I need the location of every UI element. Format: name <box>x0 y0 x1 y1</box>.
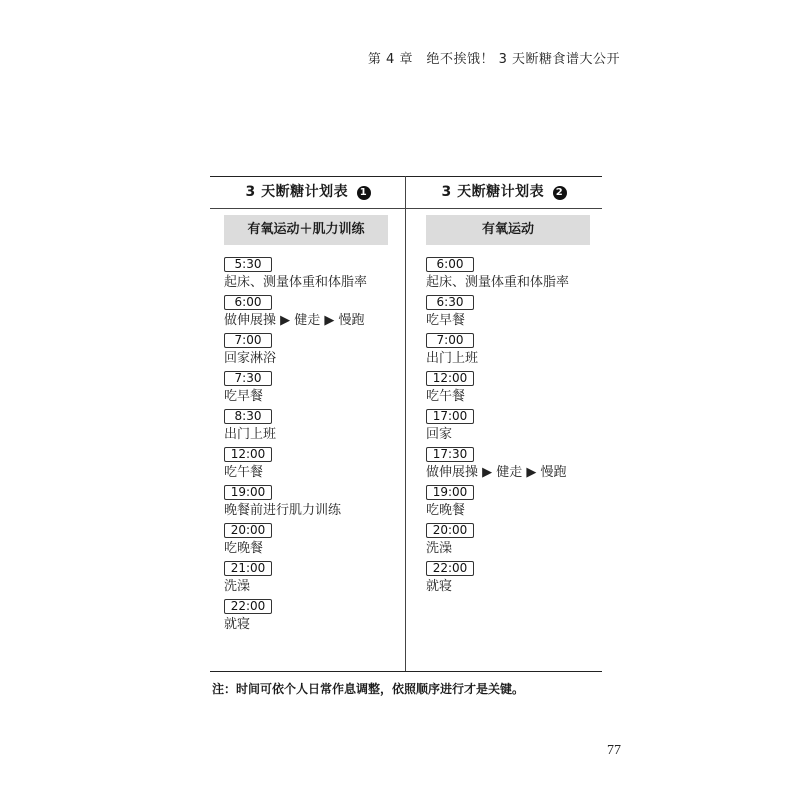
plan-title-text: 3 天断糖计划表 <box>441 184 545 200</box>
schedule-entry <box>224 485 406 523</box>
plan-subtitle: 有氧运动 <box>426 215 590 245</box>
table-bottom-rule <box>210 671 602 672</box>
schedule-list <box>406 257 602 599</box>
activity-text: 吃晚餐 <box>426 503 466 518</box>
time-box: 20:00 <box>426 523 474 538</box>
schedule-entry <box>426 447 602 485</box>
schedule-entry <box>426 333 602 371</box>
schedule-entry <box>426 561 602 599</box>
activity-text: 吃晚餐 <box>224 541 264 556</box>
plan-subtitle: 有氧运动＋肌力训练 <box>224 215 388 245</box>
time-box: 22:00 <box>426 561 474 576</box>
schedule-entry <box>426 371 602 409</box>
activity-text: 出门上班 <box>426 351 479 366</box>
time-box: 8:30 <box>224 409 272 424</box>
activity-text: 做伸展操 ▶ 健走 ▶ 慢跑 <box>224 313 365 328</box>
schedule-entry <box>224 447 406 485</box>
time-box: 21:00 <box>224 561 272 576</box>
schedule-entry <box>426 523 602 561</box>
time-box: 19:00 <box>426 485 474 500</box>
page-number: 77 <box>607 743 621 758</box>
activity-text: 洗澡 <box>426 541 453 556</box>
plan-title-text: 3 天断糖计划表 <box>245 184 349 200</box>
time-box: 17:30 <box>426 447 474 462</box>
time-box: 20:00 <box>224 523 272 538</box>
schedule-entry <box>224 561 406 599</box>
activity-text: 吃午餐 <box>426 389 466 404</box>
activity-text: 起床、测量体重和体脂率 <box>224 275 368 290</box>
schedule-entry <box>426 295 602 333</box>
plan-column-2 <box>406 176 602 672</box>
activity-text: 吃早餐 <box>224 389 264 404</box>
schedule-entry <box>224 333 406 371</box>
time-box: 12:00 <box>426 371 474 386</box>
activity-text: 就寝 <box>224 617 251 632</box>
activity-text: 出门上班 <box>224 427 277 442</box>
activity-text: 回家淋浴 <box>224 351 277 366</box>
time-box: 6:30 <box>426 295 474 310</box>
plan-column-1 <box>210 176 406 672</box>
time-box: 12:00 <box>224 447 272 462</box>
schedule-entry <box>224 295 406 333</box>
schedule-entry <box>224 257 406 295</box>
activity-text: 就寝 <box>426 579 453 594</box>
schedule-entry <box>224 409 406 447</box>
schedule-list <box>210 257 406 637</box>
plan-title <box>210 176 406 208</box>
activity-text: 起床、测量体重和体脂率 <box>426 275 570 290</box>
schedule-entry <box>426 409 602 447</box>
schedule-entry <box>224 371 406 409</box>
time-box: 6:00 <box>224 295 272 310</box>
activity-text: 洗澡 <box>224 579 251 594</box>
schedule-entry <box>224 523 406 561</box>
time-box: 7:00 <box>426 333 474 348</box>
activity-text: 做伸展操 ▶ 健走 ▶ 慢跑 <box>426 465 567 480</box>
time-box: 6:00 <box>426 257 474 272</box>
plan-number-badge: 1 <box>357 186 371 200</box>
activity-text: 吃早餐 <box>426 313 466 328</box>
time-box: 17:00 <box>426 409 474 424</box>
time-box: 7:00 <box>224 333 272 348</box>
schedule-entry <box>224 599 406 637</box>
plan-table <box>210 176 602 672</box>
schedule-entry <box>426 257 602 295</box>
schedule-entry <box>426 485 602 523</box>
time-box: 5:30 <box>224 257 272 272</box>
footnote: 注：时间可依个人日常作息调整，依照顺序进行才是关键。 <box>212 682 525 696</box>
plan-number-badge: 2 <box>553 186 567 200</box>
time-box: 7:30 <box>224 371 272 386</box>
plan-title <box>406 176 602 208</box>
running-header: 第 4 章 绝不挨饿！ 3 天断糖食谱大公开 <box>367 52 620 67</box>
activity-text: 晚餐前进行肌力训练 <box>224 503 342 518</box>
activity-text: 回家 <box>426 427 453 442</box>
activity-text: 吃午餐 <box>224 465 264 480</box>
time-box: 22:00 <box>224 599 272 614</box>
time-box: 19:00 <box>224 485 272 500</box>
